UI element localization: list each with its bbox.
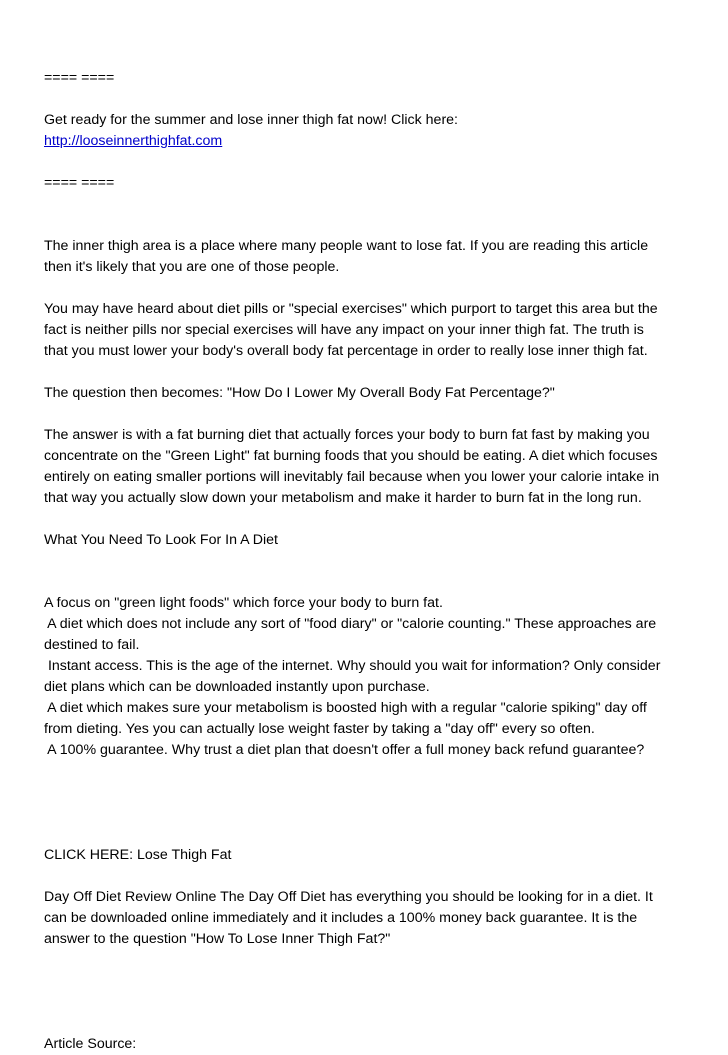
paragraph-intro (44, 236, 694, 278)
list-item: A diet which does not include any sort of "food diary" or "calorie counting." These approaches are (44, 616, 657, 632)
paragraph-answer (44, 425, 694, 509)
separator-top: ==== ==== (44, 70, 115, 86)
separator-bottom: ==== ==== (44, 175, 115, 191)
paragraph-review (44, 887, 694, 950)
paragraph-line: that you must lower your body's overall body fat percentage in order to really lose inner thigh fat. (44, 343, 648, 359)
paragraph-line: can be downloaded online immediately and it includes a 100% money back guarantee. It is the (44, 910, 638, 926)
list-item: A diet which makes sure your metabolism is boosted high with a regular "calorie spiking" day off (44, 700, 647, 716)
article-source-label: Article Source: (44, 1036, 137, 1052)
paragraph-line: The question then becomes: "How Do I Lower My Overall Body Fat Percentage?" (44, 385, 555, 401)
paragraph-line: concentrate on the "Green Light" fat burning foods that you should be eating. A diet which focuses (44, 448, 658, 464)
paragraph-line: You may have heard about diet pills or "special exercises" which purport to target this area but the (44, 301, 658, 317)
paragraph-line: entirely on eating smaller portions will inevitably fail because when you lower your calorie intake in (44, 469, 660, 485)
paragraph-line: The inner thigh area is a place where many people want to lose fat. If you are reading this article (44, 238, 649, 254)
list-item: A 100% guarantee. Why trust a diet plan that doesn't offer a full money back refund guarantee? (44, 742, 645, 758)
paragraph-line: that way you actually slow down your metabolism and make it harder to burn fat in the long run. (44, 490, 642, 506)
paragraph-line: Day Off Diet Review Online The Day Off Diet has everything you should be looking for in a diet. It (44, 889, 653, 905)
list-item: from dieting. Yes you can actually lose weight faster by taking a "day off" every so often. (44, 721, 595, 737)
paragraph-line: The answer is with a fat burning diet that actually forces your body to burn fat fast by making you (44, 427, 650, 443)
paragraph-question (44, 383, 694, 404)
list-item: A focus on "green light foods" which force your body to burn fat. (44, 595, 443, 611)
document-page (44, 68, 694, 1055)
list-item: diet plans which can be downloaded instantly upon purchase. (44, 679, 430, 695)
paragraph-line: fact is neither pills nor special exercises will have any impact on your inner thigh fat. The truth is (44, 322, 644, 338)
section-heading: What You Need To Look For In A Diet (44, 532, 278, 548)
list-item: Instant access. This is the age of the internet. Why should you wait for information? Only consider (44, 658, 661, 674)
click-here-link[interactable]: CLICK HERE: Lose Thigh Fat (44, 847, 232, 863)
paragraph-line: then it's likely that you are one of those people. (44, 259, 340, 275)
intro-text: Get ready for the summer and lose inner thigh fat now! Click here: (44, 112, 459, 128)
article-link[interactable]: http://looseinnerthighfat.com (44, 133, 223, 149)
paragraph-line: answer to the question "How To Lose Inner Thigh Fat?" (44, 931, 391, 947)
paragraph-diet-pills (44, 299, 694, 362)
diet-criteria-list (44, 593, 694, 761)
list-item: destined to fail. (44, 637, 140, 653)
